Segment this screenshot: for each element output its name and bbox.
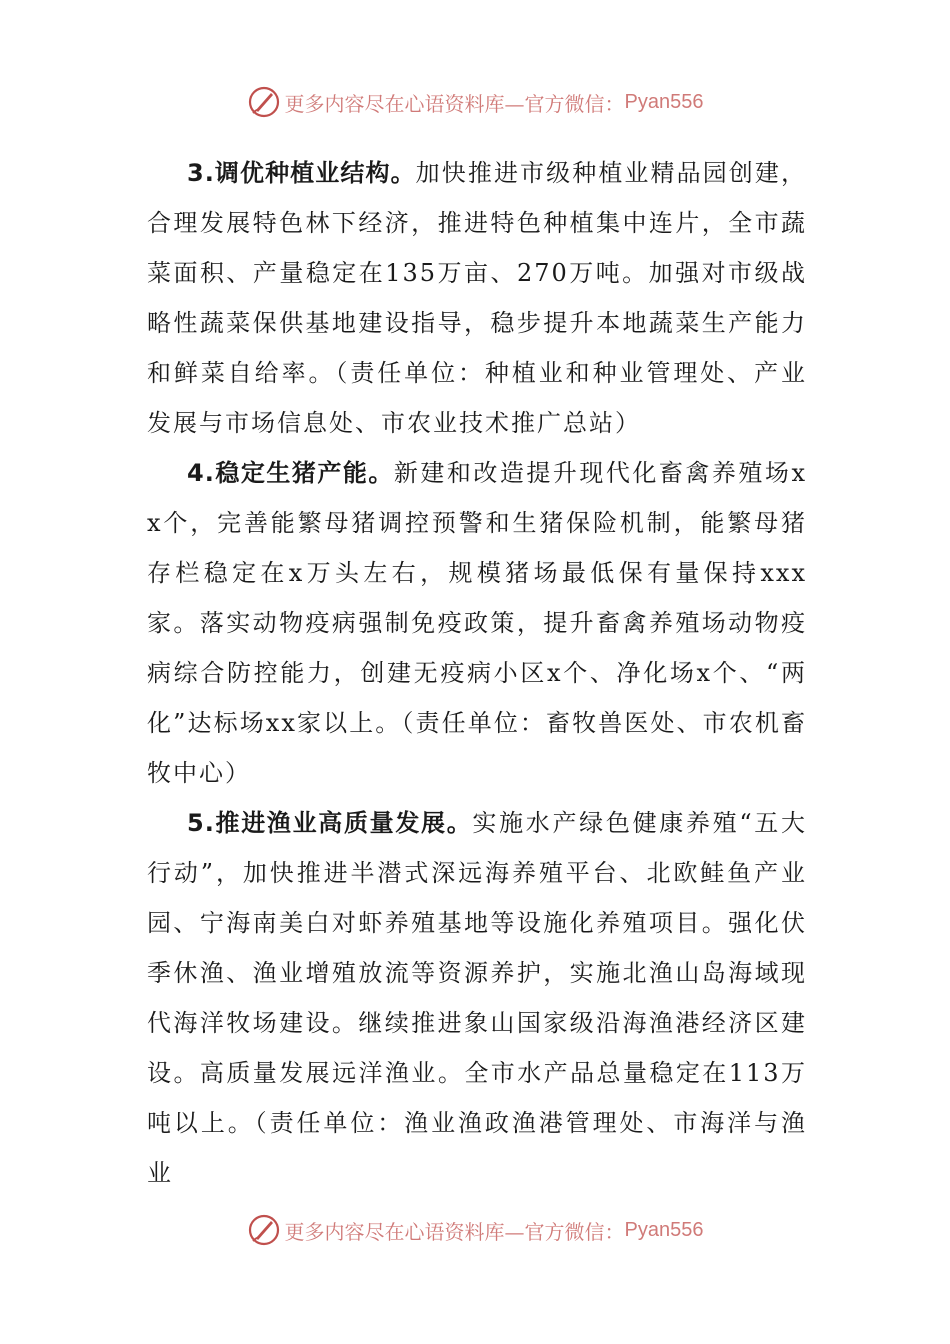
watermark-wechat-id: Pyan556 — [624, 1218, 704, 1241]
paragraph-text: 新建和改造提升现代化畜禽养殖场xx个，完善能繁母猪调控预警和生猪保险机制，能繁母猪存栏稳定在x万头左右，规模猪场最低保有量保持xxx家。落实动物疫病强制免疫政策，提升畜禽养殖场动物疫病综合防控能力，创建无疫病小区x个、净化场x个、“两化”达标场xx家以上。（责任单位：畜牧兽医处、市农机畜牧中心） — [147, 459, 807, 787]
paragraph-heading: 5.推进渔业高质量发展。 — [187, 809, 473, 837]
paragraph-heading: 4.稳定生猪产能。 — [187, 459, 394, 487]
watermark-text: 更多内容尽在心语资料库—官方微信： — [284, 1219, 625, 1244]
watermark-banner-bottom — [0, 1210, 950, 1250]
paragraph-text: 加快推进市级种植业精品园创建，合理发展特色林下经济，推进特色种植集中连片，全市蔬菜面积、产量稳定在135万亩、270万吨。加强对市级战略性蔬菜保供基地建设指导，稳步提升本地蔬菜生产能力和鲜菜自给率。（责任单位：种植业和种业管理处、产业发展与市场信息处、市农业技术推广总站） — [147, 159, 807, 437]
paragraph-pig-production — [147, 448, 807, 798]
watermark-text: 更多内容尽在心语资料库—官方微信： — [284, 91, 625, 116]
paragraph-fishery-development — [147, 798, 807, 1198]
paragraph-heading: 3.调优种植业结构。 — [187, 159, 416, 187]
paragraph-text: 实施水产绿色健康养殖“五大行动”，加快推进半潜式深远海养殖平台、北欧鲑鱼产业园、宁海南美白对虾养殖基地等设施化养殖项目。强化伏季休渔、渔业增殖放流等资源养护，实施北渔山岛海域现代海洋牧场建设。继续推进象山国家级沿海渔港经济区建设。高质量发展远洋渔业。全市水产品总量稳定在113万吨以上。（责任单位：渔业渔政渔港管理处、市海洋与渔业 — [147, 809, 807, 1187]
watermark-banner-top — [0, 82, 950, 122]
quill-logo-icon — [247, 1213, 281, 1247]
document-body — [147, 148, 807, 1198]
quill-logo-icon — [247, 85, 281, 119]
paragraph-planting-structure — [147, 148, 807, 448]
watermark-wechat-id: Pyan556 — [624, 90, 704, 113]
